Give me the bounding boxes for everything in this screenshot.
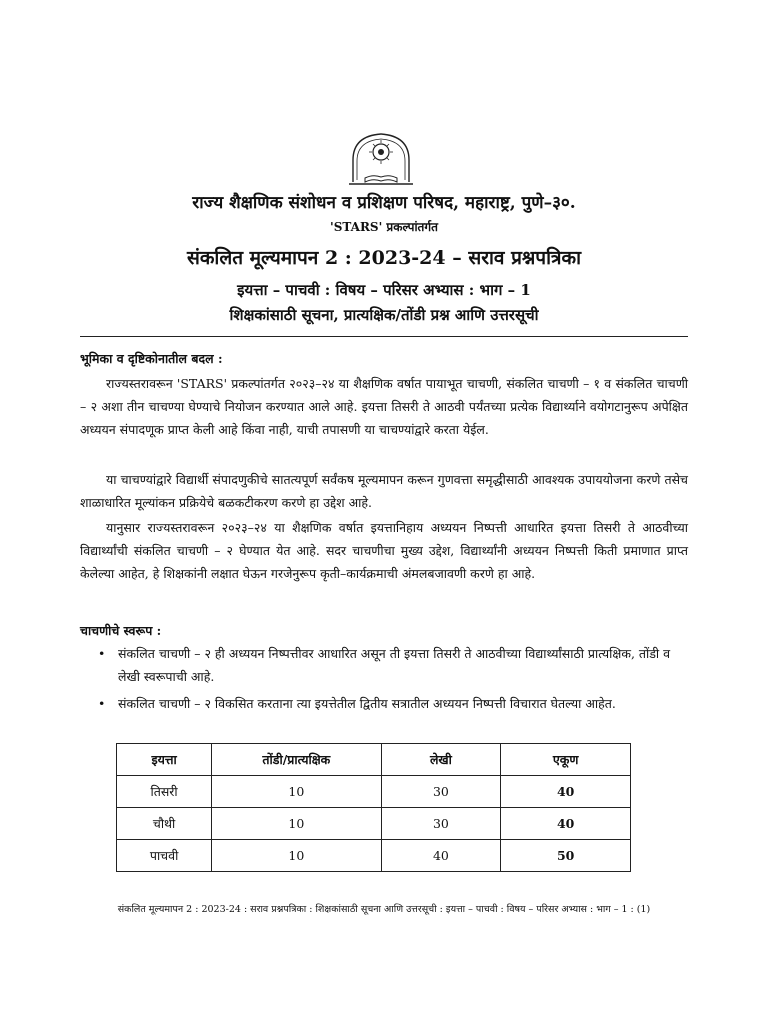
bullet-icon: • (98, 696, 106, 711)
grade-subject-line: इयत्ता – पाचवी : विषय – परिसर अभ्यास : भाग – 1 (237, 281, 531, 299)
header-divider (80, 336, 688, 337)
table-cell-total: 40 (501, 808, 631, 840)
marks-table (116, 743, 631, 872)
table-cell-total: 50 (501, 840, 631, 872)
paragraph-1: राज्यस्तरावरून 'STARS' प्रकल्पांतर्गत २०२३–२४ या शैक्षणिक वर्षात पायाभूत चाचणी, संकलित चाचणी – १ व संकलित चाचणी – २ अशा तीन चाचण्या घेण्याचे नियोजन करण्यात आले आहे. इयत्ता तिसरी ते आठवी पर्यंतच्या प्रत्येक विद्यार्थ्याने वयोगटानुरूप अपेक्षित अध्ययन संपादणूक प्राप्त केली आहे किंवा नाही, याची तपासणी या चाचण्यांद्वारे करता येईल. (80, 376, 688, 437)
table-cell: 10 (212, 808, 381, 840)
table-row (117, 808, 631, 840)
table-cell: पाचवी (117, 840, 212, 872)
table-row (117, 776, 631, 808)
column-header-written: लेखी (381, 744, 501, 776)
list-item-text: संकलित चाचणी – २ ही अध्ययन निष्पत्तीवर आधारित असून ती इयत्ता तिसरी ते आठवीच्या विद्यार्थ्यांसाठी प्रात्यक्षिक, तोंडी व लेखी स्वरूपाची आहे. (118, 646, 671, 684)
emblem-seal-icon (345, 130, 417, 188)
table-row (117, 840, 631, 872)
table-cell: 40 (381, 840, 501, 872)
table-cell: चौथी (117, 808, 212, 840)
table-cell: 30 (381, 808, 501, 840)
table-cell-total: 40 (501, 776, 631, 808)
list-item-text: संकलित चाचणी – २ विकसित करताना त्या इयत्तेतील द्वितीय सत्रातील अध्ययन निष्पत्ती विचारात घेतल्या आहेत. (118, 696, 616, 711)
organization-name: राज्य शैक्षणिक संशोधन व प्रशिक्षण परिषद, महाराष्ट्र, पुणे–३०. (192, 193, 576, 213)
table-cell: 10 (212, 776, 381, 808)
column-header-total: एकूण (501, 744, 631, 776)
document-title: संकलित मूल्यमापन 2 : 2023-24 – सराव प्रश्नपत्रिका (186, 247, 582, 269)
section-heading-background: भूमिका व दृष्टिकोनातील बदल : (80, 351, 223, 366)
test-format-list (96, 642, 688, 719)
list-item (96, 692, 688, 715)
page-footer: संकलित मूल्यमापन 2 : 2023-24 : सराव प्रश्नपत्रिका : शिक्षकांसाठी सूचना आणि उत्तरसूची : इयत्ता – पाचवी : विषय – परिसर अभ्यास : भाग – 1 : (1) (117, 904, 651, 915)
table-header-row (117, 744, 631, 776)
project-line: 'STARS' प्रकल्पांतर्गत (330, 220, 438, 234)
bullet-icon: • (98, 646, 106, 661)
table-cell: 30 (381, 776, 501, 808)
instructions-line: शिक्षकांसाठी सूचना, प्रात्यक्षिक/तोंडी प्रश्न आणि उत्तरसूची (229, 306, 539, 324)
paragraph-3: यानुसार राज्यस्तरावरून २०२३–२४ या शैक्षणिक वर्षात इयत्तानिहाय अध्ययन निष्पत्ती आधारित इयत्ता तिसरी ते आठवीच्या विद्यार्थ्यांची संकलित चाचणी – २ घेण्यात येत आहे. सदर चाचणीचा मुख्य उद्देश, विद्यार्थ्यांनी अध्ययन निष्पत्ती किती प्रमाणात प्राप्त केलेल्या आहेत, हे शिक्षकांनी लक्षात घेऊन गरजेनुरूप कृती–कार्यक्रमाची अंमलबजावणी करणे हा आहे. (80, 520, 688, 581)
table-cell: 10 (212, 840, 381, 872)
section-heading-test-format: चाचणीचे स्वरूप : (80, 623, 162, 638)
paragraph-2: या चाचण्यांद्वारे विद्यार्थी संपादणुकीचे सातत्यपूर्ण सर्वंकष मूल्यमापन करून गुणवत्ता समृद्धीसाठी आवश्यक उपाययोजना करणे तसेच शाळाधारित मूल्यांकन प्रक्रियेचे बळकटीकरण करणे हा उद्देश आहे. (80, 472, 688, 510)
column-header-oral: तोंडी/प्रात्यक्षिक (212, 744, 381, 776)
column-header-grade: इयत्ता (117, 744, 212, 776)
table-cell: तिसरी (117, 776, 212, 808)
list-item (96, 642, 688, 688)
